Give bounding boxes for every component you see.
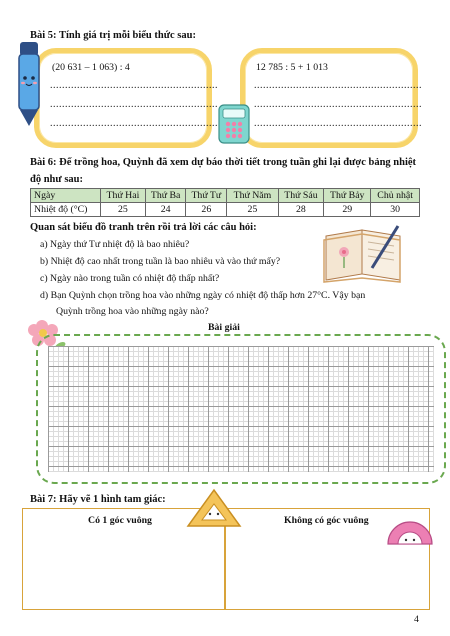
answer-line[interactable]: ........................................................ xyxy=(50,80,218,91)
table-cell: Thứ Năm xyxy=(227,189,278,203)
question-b: b) Nhiệt độ cao nhất trong tuần là bao nhiêu và vào thứ mấy? xyxy=(40,256,281,267)
answer-line[interactable]: ........................................................ xyxy=(50,118,218,129)
page-number: 4 xyxy=(414,614,419,625)
table-row xyxy=(31,203,420,217)
table-cell: 25 xyxy=(227,203,278,217)
bai5-expr1: (20 631 – 1 063) : 4 xyxy=(52,62,130,73)
question-d-line1: d) Bạn Quỳnh chọn trồng hoa vào những ngày có nhiệt độ thấp hơn 27°C. Vậy bạn xyxy=(40,290,366,301)
table-cell: 26 xyxy=(186,203,227,217)
table-cell: Thứ Bảy xyxy=(324,189,371,203)
table-cell: 25 xyxy=(101,203,146,217)
table-cell: Thứ Hai xyxy=(101,189,146,203)
temperature-table xyxy=(30,188,420,217)
solution-label: Bài giải xyxy=(208,322,240,333)
column-label-right-angle: Có 1 góc vuông xyxy=(88,515,152,526)
table-cell: 29 xyxy=(324,203,371,217)
answer-line[interactable]: ........................................................ xyxy=(50,99,218,110)
protractor-icon xyxy=(386,512,434,548)
question-d-line2: Quỳnh trồng hoa vào những ngày nào? xyxy=(56,306,209,317)
notebook-icon xyxy=(322,222,404,282)
calculator-icon xyxy=(218,104,250,144)
table-row xyxy=(31,189,420,203)
answer-line[interactable]: ........................................................ xyxy=(254,118,422,129)
table-cell: 24 xyxy=(145,203,186,217)
table-cell: Thứ Sáu xyxy=(278,189,324,203)
set-square-icon xyxy=(184,486,244,530)
bai6-title-line2: độ như sau: xyxy=(30,174,83,185)
table-cell: Ngày xyxy=(31,189,101,203)
bai7-title: Bài 7: Hãy vẽ 1 hình tam giác: xyxy=(30,494,166,505)
question-a: a) Ngày thứ Tư nhiệt độ là bao nhiêu? xyxy=(40,239,190,250)
column-label-no-right-angle: Không có góc vuông xyxy=(284,515,369,526)
table-cell: Nhiệt độ (°C) xyxy=(31,203,101,217)
bai6-title-line1: Bài 6: Để trồng hoa, Quỳnh đã xem dự báo thời tiết trong tuần ghi lại được bảng nhiệt xyxy=(30,157,417,168)
table-cell: Chủ nhật xyxy=(371,189,420,203)
table-cell: 28 xyxy=(278,203,324,217)
pen-icon xyxy=(12,38,46,130)
solution-grid[interactable] xyxy=(36,334,446,484)
grid-paper[interactable] xyxy=(48,346,434,472)
table-cell: 30 xyxy=(371,203,420,217)
bai6-instruction: Quan sát biểu đồ tranh trên rồi trả lời các câu hỏi: xyxy=(30,222,257,233)
bai5-expr2: 12 785 : 5 + 1 013 xyxy=(256,62,328,73)
bai5-title: Bài 5: Tính giá trị mỗi biểu thức sau: xyxy=(30,30,196,41)
table-cell: Thứ Tư xyxy=(186,189,227,203)
question-c: c) Ngày nào trong tuần có nhiệt độ thấp nhất? xyxy=(40,273,220,284)
answer-line[interactable]: ........................................................ xyxy=(254,80,422,91)
answer-line[interactable]: ........................................................ xyxy=(254,99,422,110)
table-cell: Thứ Ba xyxy=(145,189,186,203)
